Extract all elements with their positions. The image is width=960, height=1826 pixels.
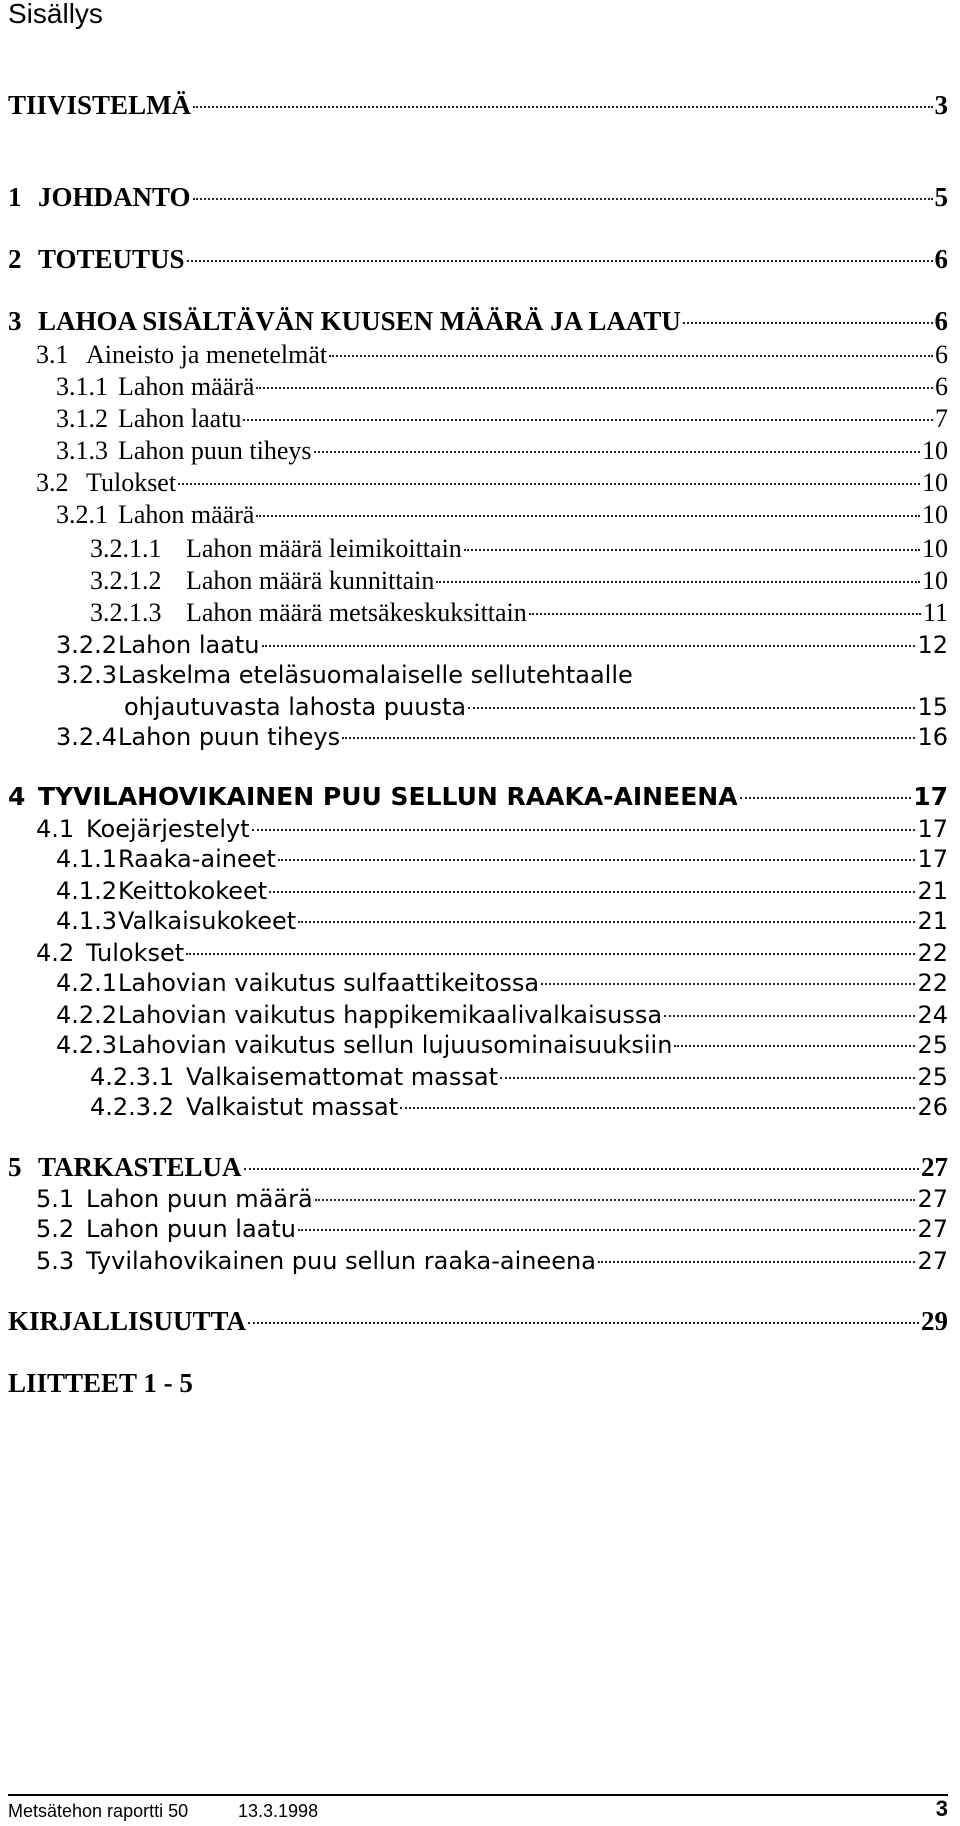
toc-entry-page: 17 [917,845,948,873]
toc-entry[interactable] [56,628,948,662]
toc-dot-leader [243,419,933,421]
toc-dot-leader [256,387,933,389]
toc-entry-page: 7 [935,404,948,433]
toc-entry-title: Tulokset [86,468,177,497]
toc-entry[interactable] [8,1366,948,1400]
toc-entry-page: 10 [922,468,948,497]
toc-entry-title: Lahon määrä metsäkeskuksittain [186,598,527,627]
toc-entry-title: LAHOA SISÄLTÄVÄN KUUSEN MÄÄRÄ JA LAATU [38,306,681,336]
toc-entry[interactable] [56,874,948,908]
toc-entry-number: 4.1.2 [56,877,118,905]
toc-entry-page: 27 [917,1215,948,1243]
toc-entry-page: 21 [917,907,948,935]
toc-entry-number: 4.2.1 [56,969,118,997]
toc-entry-page: 10 [922,534,948,563]
toc-dot-leader [342,737,915,739]
toc-entry-title: TIIVISTELMÄ [8,90,192,120]
toc-entry-title: LIITTEET 1 - 5 [8,1368,193,1398]
toc-entry-number: 5 [8,1152,22,1182]
toc-entry-number: 3.2.2 [56,631,118,659]
toc-entry[interactable] [36,466,948,500]
toc-entry-title: Lahon määrä kunnittain [186,566,435,595]
toc-entry-page: 24 [917,1001,948,1029]
toc-entry-title: Lahovian vaikutus sulfaattikeitossa [118,969,540,997]
toc-entry-title: Lahon puun laatu [86,1215,297,1243]
toc-entry[interactable] [56,842,948,876]
toc-entry-page: 22 [917,939,948,967]
toc-entry[interactable] [90,596,948,630]
toc-dot-leader [400,1107,915,1109]
toc-entry-page: 3 [934,90,948,120]
toc-entry-page: 26 [917,1093,948,1121]
toc-dot-leader [541,983,915,985]
toc-entry[interactable] [56,1028,948,1062]
toc-entry[interactable] [36,338,948,372]
toc-dot-leader [193,106,932,108]
toc-dot-leader [298,921,915,923]
toc-entry-page: 15 [917,693,948,721]
toc-dot-leader [674,1045,915,1047]
toc-entry-page: 11 [922,598,948,627]
toc-dot-leader [683,322,933,324]
toc-entry-title: Lahon laatu [118,631,260,659]
toc-dot-leader [740,797,912,799]
toc-entry[interactable] [36,1182,948,1216]
toc-entry[interactable] [56,402,948,436]
toc-entry[interactable] [56,498,948,532]
toc-entry-page: 27 [917,1247,948,1275]
toc-dot-leader [500,1077,915,1079]
toc-entry-number: 3.2.1.1 [90,534,162,563]
toc-entry-number: 3.2.1.2 [90,566,162,595]
toc-entry[interactable] [36,1244,948,1278]
toc-entry[interactable] [8,180,948,214]
toc-entry-page: 17 [913,782,948,811]
toc-entry[interactable] [36,1212,948,1246]
toc-entry[interactable] [56,904,948,938]
toc-entry-page: 16 [917,723,948,751]
toc-entry-number: 3.1 [36,340,69,369]
toc-entry-title: Tulokset [86,939,185,967]
toc-entry-number: 3 [8,306,22,336]
toc-entry[interactable] [8,780,948,814]
toc-entry-page: 12 [917,631,948,659]
footer-rule [8,1794,948,1796]
page-heading: Sisällys [8,0,103,29]
toc-entry-title: Aineisto ja menetelmät [86,340,328,369]
toc-entry-page: 27 [917,1185,948,1213]
toc-entry[interactable] [56,434,948,468]
toc-entry[interactable] [90,564,948,598]
toc-entry-page: 21 [917,877,948,905]
toc-entry-number: 3.1.1 [56,372,108,401]
toc-entry-page: 22 [917,969,948,997]
toc-entry-page: 27 [921,1152,948,1182]
toc-entry[interactable] [8,242,948,276]
toc-entry[interactable] [90,532,948,566]
footer-date: 13.3.1998 [238,1801,319,1821]
toc-entry-number: 3.1.2 [56,404,108,433]
toc-dot-leader [252,829,916,831]
toc-entry-title: ohjautuvasta lahosta puusta [124,693,467,721]
toc-entry-number: 4.2 [36,939,75,967]
toc-entry-number: 4.1 [36,815,75,843]
toc-entry[interactable] [8,88,948,122]
toc-entry-title: Lahon puun tiheys [118,436,312,465]
toc-dot-leader [244,1168,919,1170]
toc-dot-leader [187,260,933,262]
toc-entry-title: Lahovian vaikutus sellun lujuusominaisuuksiin [118,1031,673,1059]
toc-dot-leader [256,515,920,517]
toc-dot-leader [178,483,920,485]
toc-dot-leader [464,549,920,551]
toc-entry[interactable] [56,966,948,1000]
footer-page-number: 3 [935,1796,948,1821]
toc-entry-number: 2 [8,244,22,274]
toc-entry-title: Lahon määrä leimikoittain [186,534,462,563]
toc-entry[interactable] [8,304,948,338]
toc-entry-title: Lahon laatu [118,404,242,433]
toc-entry-page: 29 [921,1306,948,1336]
toc-entry-number: 4.2.3.1 [90,1063,174,1091]
toc-entry-number: 3.1.3 [56,436,108,465]
toc-entry[interactable] [36,812,948,846]
toc-entry[interactable] [8,1150,948,1184]
toc-dot-leader [598,1261,916,1263]
toc-entry-page: 10 [922,500,948,529]
toc-entry-title: KIRJALLISUUTTA [8,1306,247,1336]
toc-entry[interactable] [56,658,633,692]
toc-dot-leader [193,198,933,200]
toc-entry[interactable] [8,1304,948,1338]
toc-entry-title: TYVILAHOVIKAINEN PUU SELLUN RAAKA-AINEENA [38,782,738,811]
toc-entry-number: 5.2 [36,1215,75,1243]
toc-entry-number: 4.2.3 [56,1031,118,1059]
toc-entry-number: 4.2.3.2 [90,1093,174,1121]
toc-entry[interactable] [56,998,948,1032]
toc-entry-number: 3.2.4 [56,723,118,751]
toc-entry-title: Raaka-aineet [118,845,276,873]
toc-entry-title: Lahon määrä [118,372,255,401]
toc-entry-title: Tyvilahovikainen puu sellun raaka-aineena [86,1247,596,1275]
toc-entry[interactable] [90,1060,948,1094]
toc-entry-title: TOTEUTUS [38,244,185,274]
toc-entry-title: Valkaistut massat [186,1093,399,1121]
toc-entry-title: TARKASTELUA [38,1152,242,1182]
footer-report-name: Metsätehon raportti 50 [8,1801,189,1821]
toc-entry-title: Lahon puun määrä [86,1185,313,1213]
toc-entry-number: 3.2 [36,468,69,497]
toc-entry-page: 25 [917,1063,948,1091]
toc-dot-leader [436,581,920,583]
toc-entry-page: 6 [935,340,948,369]
toc-entry[interactable] [56,720,948,754]
toc-entry-title: Valkaisukokeet [118,907,297,935]
toc-entry-number: 4.1.3 [56,907,118,935]
toc-dot-leader [529,613,921,615]
toc-dot-leader [315,1199,916,1201]
toc-entry-number: 3.2.3 [56,661,118,689]
toc-entry-page: 25 [917,1031,948,1059]
toc-dot-leader [298,1229,915,1231]
toc-dot-leader [262,645,916,647]
toc-entry-number: 1 [8,182,22,212]
toc-entry-page: 17 [917,815,948,843]
toc-dot-leader [248,1322,919,1324]
toc-entry-number: 3.2.1.3 [90,598,162,627]
toc-entry-page: 6 [934,244,948,274]
toc-entry[interactable] [56,370,948,404]
toc-dot-leader [468,707,915,709]
toc-entry-title: Koejärjestelyt [86,815,250,843]
toc-entry-page: 10 [922,566,948,595]
toc-entry-title: Laskelma eteläsuomalaiselle sellutehtaalle [118,661,633,689]
toc-dot-leader [314,451,920,453]
toc-entry-number: 3.2.1 [56,500,108,529]
toc-entry-number: 4.1.1 [56,845,118,873]
toc-entry-page: 6 [934,306,948,336]
toc-dot-leader [269,891,915,893]
toc-dot-leader [664,1015,915,1017]
toc-entry-title: Lahovian vaikutus happikemikaalivalkaisussa [118,1001,663,1029]
toc-entry-page: 10 [922,436,948,465]
toc-entry-number: 4.2.2 [56,1001,118,1029]
toc-entry-title: Keittokokeet [118,877,268,905]
toc-entry-title: Lahon puun tiheys [118,723,341,751]
toc-entry[interactable] [124,690,948,724]
toc-entry-page: 6 [935,372,948,401]
toc-entry-number: 4 [8,782,26,811]
toc-entry-title: JOHDANTO [38,182,191,212]
toc-dot-leader [329,355,933,357]
toc-entry-title: Lahon määrä [118,500,255,529]
toc-entry-page: 5 [934,182,948,212]
toc-dot-leader [186,953,915,955]
toc-entry[interactable] [90,1090,948,1124]
toc-dot-leader [278,859,916,861]
toc-entry-number: 5.1 [36,1185,75,1213]
toc-entry-title: Valkaisemattomat massat [186,1063,498,1091]
toc-entry[interactable] [36,936,948,970]
toc-entry-number: 5.3 [36,1247,75,1275]
